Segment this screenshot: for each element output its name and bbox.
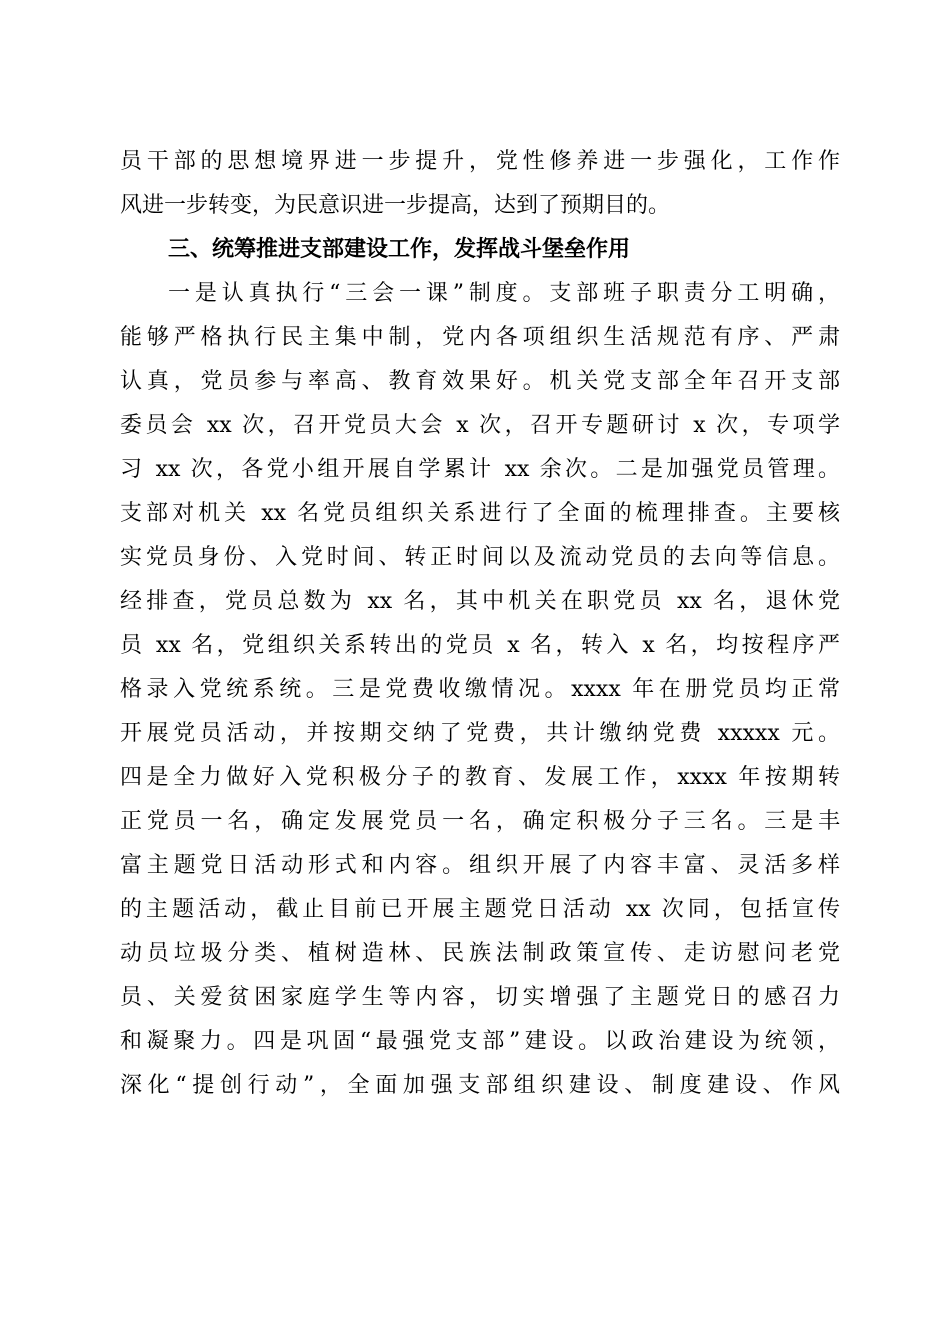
paragraph-line: 委员会 xx 次，召开党员大会 x 次，召开专题研讨 x 次，专项学 (120, 413, 840, 438)
paragraph-line: 认真，党员参与率高、教育效果好。机关党支部全年召开支部 (120, 369, 840, 394)
paragraph-line: 四是全力做好入党积极分子的教育、发展工作，xxxx 年按期转 (120, 765, 840, 790)
paragraph-line: 员、关爱贫困家庭学生等内容，切实增强了主题党日的感召力 (120, 985, 840, 1010)
paragraph-line: 支部对机关 xx 名党员组织关系进行了全面的梳理排查。主要核 (120, 501, 840, 526)
paragraph-line: 的主题活动，截止目前已开展主题党日活动 xx 次同，包括宣传 (120, 897, 840, 922)
section-heading: 三、统筹推进支部建设工作，发挥战斗堡垒作用 (168, 237, 631, 262)
paragraph-line: 深化“提创行动”，全面加强支部组织建设、制度建设、作风 (120, 1073, 840, 1098)
paragraph-line: 正党员一名，确定发展党员一名，确定积极分子三名。三是丰 (120, 809, 840, 834)
paragraph-line: 一是认真执行“三会一课”制度。支部班子职责分工明确， (168, 281, 840, 306)
paragraph-line: 经排查，党员总数为 xx 名，其中机关在职党员 xx 名，退休党 (120, 589, 840, 614)
paragraph-line: 格录入党统系统。三是党费收缴情况。xxxx 年在册党员均正常 (120, 677, 840, 702)
paragraph-line: 动员垃圾分类、植树造林、民族法制政策宣传、走访慰问老党 (120, 941, 840, 966)
paragraph-line: 和凝聚力。四是巩固“最强党支部”建设。以政治建设为统领， (120, 1029, 840, 1054)
paragraph-line: 开展党员活动，并按期交纳了党费，共计缴纳党费 xxxxx 元。 (120, 721, 840, 746)
paragraph-line: 习 xx 次，各党小组开展自学累计 xx 余次。二是加强党员管理。 (120, 457, 840, 482)
paragraph-line: 风进一步转变，为民意识进一步提高，达到了预期目的。 (120, 193, 671, 218)
paragraph-line: 实党员身份、入党时间、转正时间以及流动党员的去向等信息。 (120, 545, 840, 570)
paragraph-line: 富主题党日活动形式和内容。组织开展了内容丰富、灵活多样 (120, 853, 840, 878)
paragraph-line: 员干部的思想境界进一步提升，党性修养进一步强化，工作作 (120, 149, 840, 174)
paragraph-line: 员 xx 名，党组织关系转出的党员 x 名，转入 x 名，均按程序严 (120, 633, 840, 658)
paragraph-line: 能够严格执行民主集中制，党内各项组织生活规范有序、严肃 (120, 325, 840, 350)
